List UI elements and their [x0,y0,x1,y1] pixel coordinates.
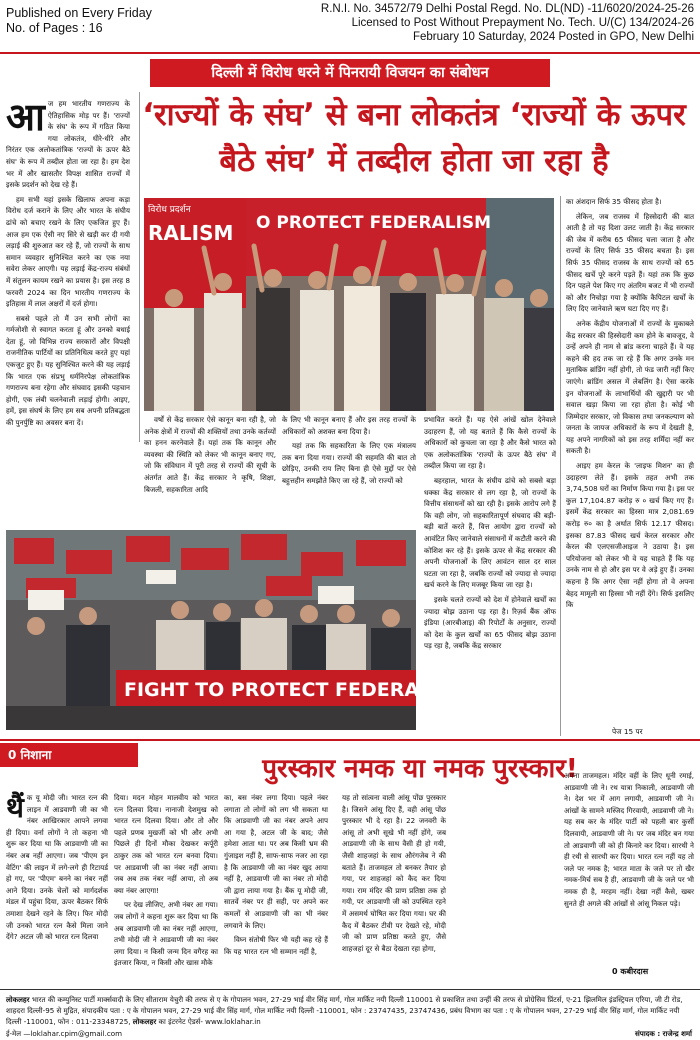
date-line: February 10 Saturday, 2024 Posted in GPO, New Delhi [412,31,694,43]
banner-text-right: O PROTECT FEDERALISM [256,213,492,233]
article-paragraph: के लिए भी कानून बनाए हैं और इस तरह राज्यों के अधिकारों को अशक्त बना दिया है। [282,415,416,436]
satire-column [224,792,328,988]
article-paragraph: वर्षों से केंद्र सरकार ऐसे कानून बना रही है, जो अनेक क्षेत्रों में राज्यों की शक्तियों तथा उनके कर्तव्यों का हनन करनेवाले हैं। यहां तक कि कानून और व्यवस्था की स्थिति को लेकर भी कानून बनाए गए, जो कि संविधान में पूरी तरह से राज्यों की सूची के अंतर्गत आते हैं। केंद्र सरकार ने कृषि, शिक्षा, बिजली, सहकारिता आदि [144,415,276,494]
section-banner: दिल्ली में विरोध धरने में पिनरायी विजयन का संबोधन [150,59,550,87]
imprint-label: लोकलहर [132,1017,157,1027]
imprint-website: का इंटरनेट ऐडर्स- www.loklahar.in [156,1017,261,1027]
rally-photo-top [144,198,554,411]
satire-column [564,770,694,968]
article-paragraph: यहां तक कि सहकारिता के लिए एक मंत्रालय तक बना दिया गया। राज्यों की सहमति की बात तो छोड़िए, उनकी राय लिए बिना ही ऐसे मुद्दों पर ऐसे बहुत्तहीन समझौते किए जा रहे हैं, जो राज्यों को [282,441,416,485]
article-paragraph: अनेक केंद्रीय योजनाओं में राज्यों के मुकाबले केंद्र सरकार की हिस्सेदारी कम होने के बावजूद, वे उन्हें अपने ही नाम से ब्रांड करना चाहते हैं। वे यह कहने की हद तक जा रहे हैं कि अगर उनके मन मुताबिक ब्रांडिंग नहीं होगी, तो फंड जारी नहीं किए जाएंगे। ब्रांडिंग असल में लेबलिंग है। ऐसा करके इन योजनाओं के लाभार्थियों की खुद्दारी पर भी सवाल खड़ा किया जा रहा होता है। कोई भी जिम्मेदार सरकार, जो विकास तथा जनकल्याण को जनता के जायज अधिकारों के रूप में देखती है, यह अपने नागरिकों को इस तरह शर्मिंदा नहीं कर सकती है। [566,318,694,456]
top-rule [0,52,700,54]
article-column [144,414,276,526]
masthead-right [321,2,694,44]
publication-frequency: Published on Every Friday [6,6,152,20]
section-label-nishana: 0 निशाना [0,743,138,767]
satire-paragraph: पर देख लीजिए, अभी नंबर आ गया। जब लोगों ने कहना शुरू कर दिया था कि अब आडवाणी जी का नंबर नहीं आएगा, तभी मोदी जी ने आडवाणी जी का नंबर लगा दिया। न किसी जन्म दिन वगैरह का इंतजार किया, न किसी और खास मौके [114,900,218,968]
masthead-left [6,6,152,36]
satire-column [6,792,108,988]
lead-paragraph: सबसे पहले तो मैं उन सभी लोगों का गर्मजोशी से स्वागत करता हूं और उनको बधाई देता हूं, जो विभिन्न राज्य सरकारों और विपक्षी राजनीतिक पार्टियों का प्रतिनिधित्व करते हुए यहां एकजुट हुए हैं। यह सुनिश्चित करने की यह लड़ाई कि भारत एक संप्रभु धर्मनिरपेक्ष लोकतांत्रिक गणराज्य बना रहेगा और संघवाद इसकी पहचान होगी, एक लंबी चलनेवाली लड़ाई होगी। आइए, हमें, इस संघर्ष के लिए हम सब अपनी प्रतिबद्धता की पुनर्पुष्टि का अवसर बना दें। [6,313,130,428]
satire-headline: पुरस्कार नमक या नमक पुरस्कार! [262,754,578,784]
main-headline: ‘राज्यों के संघ’ से बना लोकतंत्र ‘राज्यों के ऊपर बैठे संघ’ में तब्दील होता जा रहा है [142,97,686,179]
satire-author: 0 कबीरदास [612,967,649,976]
lead-paragraph: ज हम भारतीय गणराज्य के ऐतिहासिक मोड़ पर हैं। 'राज्यों के संघ' के रूप में गठित किया गया लोकतंत्र, धीरे-धीरे और निरंतर एक अलोकतांत्रिक 'राज्यों के ऊपर बैठे संघ' के रूप में तब्दील होता जा रहा है। हम देश भर में और खासतौर विपक्ष शासित राज्यों में इसके प्रदर्शन को देख रहे हैं। [6,99,130,190]
lead-dropcap: आ [6,95,45,139]
satire-paragraph: अपना ताजमहल। मंदिर वहीं के लिए धूनी रमाई, आडवाणी जी ने। रथ यात्रा निकाली, आडवाणी जी ने। देश भर में आग लगायी, आडवाणी जी ने। आंखों के सामने मस्जिद गिरवायी, आडवाणी जी ने। यह सब कर के मंदिर पार्टी को पहली बार कुर्सी दिलवायी, आडवाणी जी ने। पर जब मंदिर बन गया तो आडवाणी जी को ही किनारे कर दिया। सारथी ने ही रथी से सारथी कर दिया। भारत रत्न नहीं यह तो जले पर नमक है; भारत माता के जले पर तो खैर नमक-मिर्च सब है ही, आडवाणी जी के जले पर भी नमक ही है, मरहम नहीं। देखा नहीं कैसे, खबर सुनते ही अगले की आंखों से आंसू निकल पड़े। [564,771,694,908]
satire-dropcap: थैं [6,791,24,824]
column-rule [139,92,140,442]
banner-text-left: विरोध प्रदर्शन [148,205,191,215]
satire-paragraph: विघ्न संतोषी फिर भी यही कह रहे हैं कि यह भारत रत्न भी सम्मान नहीं है, [224,935,328,956]
article-paragraph: इसके चलते राज्यों को देश में होनेवाले खर्चों का ज्यादा बोझ उठाना पड़ रहा है। रिज़र्व बैंक ऑफ इंडिया (आरबीआइ) की रिपोर्टों के अनुसार, राज्यों को देश के कुल खर्चों का 65 फीसद बोझ उठाना पड़ रहा है, जबकि केंद्र सरकार [424,594,556,651]
article-column-right [566,196,694,728]
article-column [282,414,416,526]
imprint-editor: संपादक : राजेन्द्र शर्मा [635,1028,692,1038]
continued-note: पेज 15 पर [612,727,643,736]
satire-paragraph: क यू मोदी जी। भारत रत्न की लाइन में आडवाणी जी का भी नंबर आखिरकार आपने लगवा ही दिया। वर्ना लोगों ने तो कहना भी शुरू कर दिया था कि आडवाणी जी का नंबर अब नहीं आएगा। जब 'पीएम इन वेटिंग' की लाइन में लगे-लगे ही रिटायर्ड हो गए, पर 'पीएम' बनने का नंबर नहीं आने दिया। उनके चेलों को मार्गदर्शक मंडल में पहुंचा दिया, ऊपर बैठकर सिर्फ तमाशा देखने रहने के लिए। फिर मोदी जी उनको भारत रत्न कैसे मिला जाने देंगे? अटल जी को भारत रत्न दिलवा [6,793,108,942]
imprint [6,994,696,1039]
satire-paragraph: का, बस नंबर लगा दिया। पहले नंबर लगाता तो लोगों को लग भी सकता था कि आडवाणी जी का नंबर अपने आप आ गया है, अटल जी के बाद; जैसे हमेशा आता था। पर अब किसी भ्रम की गुंजाइश नहीं है, साफ-साफ नजर आ रहा है कि आडवाणी जी का नंबर खुद आया नहीं है, आडवाणी जी का नंबर तो मोदी जी द्वारा लाया गया है। बैंक यू मोदी जी, सातवें नंबर पर ही सही, पर अपने कर कमलों से आडवाणी जी का भी नंबर लगवाने के लिए। [224,793,328,930]
satire-paragraph: यह तो सांत्वना वाली आंसू पोंछ पुरस्कार है। जिसने आंसू दिए हैं, वही आंसू पोंछ पुरस्कार भी दे रहा है। 22 जनवरी के आंसू तो अभी सूखे भी नहीं होंगे, जब आडवाणी जी के साथ वैसी ही हो गयी, जैसी शाहजहां के साथ औरंगजेब ने की बताते हैं। ताजमहल तो बनकर तैयार हो गया, पर शाहजहां को कैद कर दिया गया। राम मंदिर की प्राण प्रतिष्ठा तक हो गयी, पर आडवाणी जी को उपस्थित रहने में असमर्थ घोषित कर दिया गया। घर की कैद में बैठकर टीवी पर देखते रहे, मोदी जी को प्राण प्रतिष्ठा करते हुए, जैसे शाहजहां दूर से बैठा देखता रहा होगा, [342,793,446,953]
protest-banner-text: FIGHT TO PROTECT FEDERALIS [124,679,452,701]
license-line: Licensed to Post Without Prepayment No. Tech. U/(C) 134/2024-26 [351,17,694,29]
lead-paragraph: हम सभी यहां इसके खिलाफ अपना कड़ा विरोध दर्ज कराने के लिए और भारत के संघीय ढांचे को बचाए रखने के लिए एकजित हुए हैं। आज हम एक ऐसी नए सिरे से खड़ी कर दी गयी लड़ाई की शुरुआत कर रहे हैं, जो राज्यों के साथ समान व्यवहार सुनिश्चित करने का एक नया सवेरा लेकर आएगी। यह लड़ाई केंद्र-राज्य संबंधों में संतुलन कायम रखने का प्रयास है। इस तरह 8 फरवरी 2024 का दिन भारतीय गणराज्य के इतिहास में लाल अक्षरों में दर्ज होगा। [6,194,130,309]
satire-paragraph: दिया। मदन मोहन मालवीय को भारत रत्न दिलवा दिया। नानाजी देशमुख को भारत रत्न दिलवा दिया। और तो और पहले प्रणब मुखर्जी को भी और अभी पिछले ही दिनों मौका देखकर कर्पूरी ठाकुर तक को भारत रत्न बनवा दिया। पर आडवाणी जी का नंबर नहीं आया। जब अब तक नंबर नहीं आया, तो अब क्या नंबर आएगा! [114,793,218,895]
section-rule [0,739,700,741]
rally-photo-bottom [6,530,452,730]
satire-column [342,792,446,988]
column-rule [560,196,561,736]
article-paragraph: आइए हम केरल के 'लाइफ मिशन' का ही उदाहरण लेते हैं। इसके तहत अभी तक 3,74,508 घरों का निर्माण किया गया है। इस पर कुल 17,104.87 करोड़ रु ० खर्च किए गए हैं। इसमें केंद्र सरकार का हिस्सा मात्र 2,081.69 करोड़ रु० का है अर्थात सिर्फ 12.17 फीसद। इसका 87.83 फीसद खर्च केरल सरकार और केरल की एलएसजीआइज ने उठाया है। इस परियोजना को लेकर भी वे यह चाहते हैं कि यह उनके नाम से हो और इस पर वे अड़े हुए हैं। उनका कहना है कि अगर ऐसा नहीं होगा तो वे अपना बेहद मामूली सा हिस्सा भी नहीं देंगे। सिर्फ इसलिए कि [566,461,694,610]
banner-text-left-large: RALISM [148,221,234,245]
lead-column [6,95,130,443]
article-paragraph: का अंशदान सिर्फ 35 फीसद होता है। [566,197,662,206]
article-paragraph: बहरहाल, भारत के संघीय ढांचे को सबसे बड़ा धक्का केंद्र सरकार से लग रहा है, जो राज्यों के वित्तीय संसाधनों को खा रही है। इसके आरोप लगे हैं कि वही लोग, जो सहकारितापूर्ण संघवाद की बड़ी-बड़ी बातें करते हैं, वित्त आयोग द्वारा राज्यों को आवंटित किए जानेवाले संसाधनों में कटौती करने की कोशिश कर रहे हैं। इसके ऊपर से केंद्र सरकार की अपनी योजनाओं के लिए आवंटन साल दर साल घटता जा रहा है, जबकि राज्यों को ज्यादा से ज्यादा खर्च करने के लिए मजबूर किया जा रहा है। [424,475,556,590]
imprint-email: ई-मेल —loklahar.cpim@gmail.com [6,1028,123,1038]
satire-column [114,792,218,988]
article-paragraph: प्रभावित करते हैं। यह ऐसे आंखें खोल देनेवाले उदाहरण हैं, जो यह बताते हैं कि कैसे राज्यों के अधिकारों को कुचला जा रहा है और कैसे भारत को एक अलोकतांत्रिक 'राज्यों के ऊपर बैठे संघ' में तब्दील किया जा रहा है। [424,415,556,471]
page-count: No. of Pages : 16 [6,21,103,35]
imprint-label: लोकलहर [6,995,30,1004]
article-paragraph: लेकिन, जब राजस्व में हिस्सेदारी की बात आती है तो यह दिशा उलट जाती है। केंद्र सरकार की जेब में करीब 65 फीसद चला जाता है और राज्यों के लिए सिर्फ 35 फीसद बचता है। इस सिर्फ 35 फीसद राजस्व के साथ राज्यों को 65 फीसद खर्चे पूरे करने पड़ते हैं। यहां तक कि कुछ दिन पहले पेश किए गए अंतरिम बजट में भी राज्यों को और निचोड़ा गया है क्योंकि कैपिटल खर्चों के लिए दिए जानेवाले ऋण घटा दिए गए हैं। [566,211,694,314]
registration-line: R.N.I. No. 34572/79 Delhi Postal Regd. No. DL(ND) -11/6020/2024-25-26 [320,3,694,15]
imprint-text: भारत की कम्युनिस्ट पार्टी मार्क्सवादी के लिए सीताराम येचुरी की तरफ से ए के गोपालन भवन, 27-29 भाई वीर सिंह मार्ग, गोल मार्किट नयी दिल्ली 110001 से प्रकाशित तथा उन्हीं की तरफ से प्रोग्रेसिव प्रिंटर्स, ए-21 झिलमिल इंडस्ट्रियल एरिया, जी टी रोड, शाहदरा दिल्ली-95 से मुद्रित, संपादकीय पता : ए के गोपालन भवन, 27-29 भाई वीर सिंह मार्ग, गोल मार्किट नयी दिल्ली -110001, फोन : 23747435, 23747436, प्रबंध विभाग का पता : ए के गोपालन भवन, 27-29 भाई वीर सिंह मार्ग, गोल मार्किट नयी दिल्ली -110001, फोन : 011-23348725, [6,995,683,1027]
footer-rule [0,989,700,990]
